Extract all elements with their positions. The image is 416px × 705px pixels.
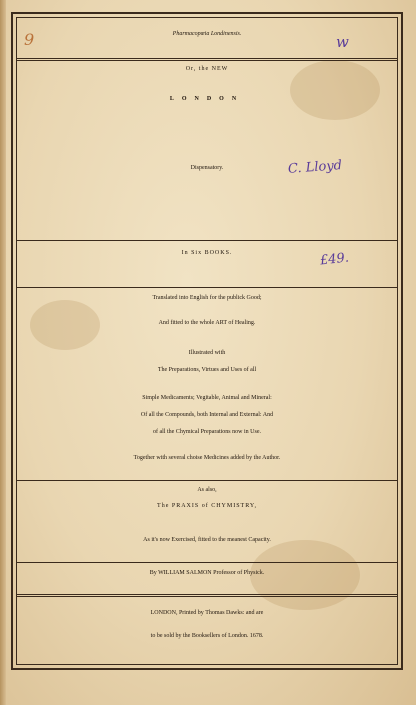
translated-line: Translated into English for the publick Good;	[152, 295, 262, 301]
handwritten-number: 9	[24, 30, 35, 49]
compounds-line: Of all the Compounds, both Internal and External: And	[140, 412, 274, 418]
imprint-line-2: to be sold by the Booksellers of London. 1678.	[150, 633, 264, 639]
divider-rule	[16, 562, 398, 563]
divider-rule	[16, 240, 398, 241]
price-note: £49.	[319, 250, 350, 269]
running-title: Pharmacopœia Londinensis.	[172, 31, 242, 37]
divider-rule	[16, 287, 398, 288]
divider-rule	[16, 480, 398, 481]
together-line: Together with several choise Medicines added by the Author.	[133, 455, 281, 461]
owner-signature: C. Lloyd	[287, 158, 343, 177]
imprint-line-1: LONDON, Printed by Thomas Dawks: and are	[150, 610, 264, 616]
heading-london: LONDON	[169, 96, 245, 102]
as-also-line: As also,	[197, 487, 217, 493]
simple-medicaments-line: Simple Medicaments; Vegitable, Animal and Mineral:	[142, 395, 272, 401]
fitted-line: And fitted to the whole ART of Healing.	[158, 320, 256, 326]
chymical-line: of all the Chymical Preparations now in Use.	[153, 429, 261, 435]
handwritten-mark: w	[336, 33, 349, 51]
author-line: By WILLIAM SALMON Professor of Physick.	[149, 570, 265, 576]
subtitle-or: Or, the NEW	[185, 66, 229, 72]
page-border-inner	[16, 17, 398, 665]
books-line: In Six BOOKS.	[181, 250, 233, 256]
exercised-line: As it's now Exercised, fitted to the meanest Capacity.	[143, 537, 271, 543]
divider-rule	[16, 594, 398, 597]
book-spine-edge	[0, 0, 6, 705]
praxis-line: The PRAXIS of CHYMISTRY,	[157, 503, 257, 509]
heading-dispensatory: Dispensatory.	[190, 165, 224, 171]
illustrated-line: Illustrated with	[188, 350, 226, 356]
divider-rule	[16, 58, 398, 61]
preparations-line: The Preparations, Virtues and Uses of all	[157, 367, 257, 373]
